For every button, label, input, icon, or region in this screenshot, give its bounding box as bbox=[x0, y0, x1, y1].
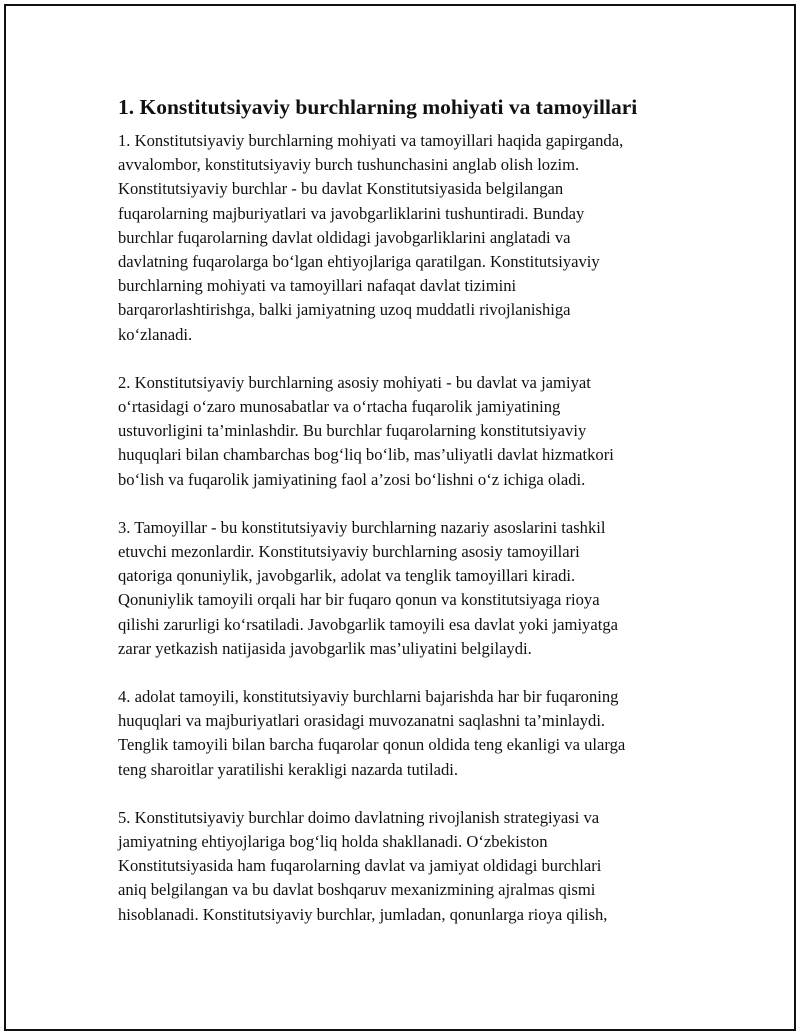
paragraph-line: qilishi zarurligi ko‘rsatiladi. Javobgarlik tamoyili esa davlat yoki jamiyatga bbox=[118, 614, 618, 634]
document-title: 1. Konstitutsiyaviy burchlarning mohiyati va tamoyillari bbox=[118, 95, 638, 119]
paragraph-line: qatoriga qonuniylik, javobgarlik, adolat va tenglik tamoyillari kiradi. bbox=[118, 566, 576, 586]
paragraph-line: o‘rtasidagi o‘zaro munosabatlar va o‘rtacha fuqarolik jamiyatining bbox=[118, 397, 561, 417]
paragraph-line: davlatning fuqarolarga bo‘lgan ehtiyojlariga qaratilgan. Konstitutsiyaviy bbox=[118, 252, 600, 272]
paragraph-line: bo‘lish va fuqarolik jamiyatining faol a’zosi bo‘lishni o‘z ichiga oladi. bbox=[118, 469, 586, 489]
paragraph-line: barqarorlashtirishga, balki jamiyatning uzoq muddatli rivojlanishiga bbox=[118, 300, 571, 320]
paragraph-line: Konstitutsiyaviy burchlar - bu davlat Konstitutsiyasida belgilangan bbox=[118, 179, 564, 199]
paragraph-line: burchlar fuqarolarning davlat oldidagi javobgarliklarini anglatadi va bbox=[118, 227, 571, 247]
document-body bbox=[118, 94, 698, 951]
paragraph-line: ustuvorligini ta’minlashdir. Bu burchlar fuqarolarning konstitutsiyaviy bbox=[118, 421, 587, 441]
paragraph-line: 5. Konstitutsiyaviy burchlar doimo davlatning rivojlanish strategiyasi va bbox=[118, 807, 600, 827]
paragraph-1 bbox=[118, 129, 698, 347]
paragraph-line: 1. Konstitutsiyaviy burchlarning mohiyati va tamoyillari haqida gapirganda, bbox=[118, 131, 624, 150]
paragraph-line: 2. Konstitutsiyaviy burchlarning asosiy mohiyati - bu davlat va jamiyat bbox=[118, 372, 591, 392]
paragraph-3 bbox=[118, 516, 698, 661]
paragraph-line: 3. Tamoyillar - bu konstitutsiyaviy burchlarning nazariy asoslarini tashkil bbox=[118, 517, 606, 537]
paragraph-line: aniq belgilangan va bu davlat boshqaruv mexanizmining ajralmas qismi bbox=[118, 880, 596, 900]
paragraph-line: jamiyatning ehtiyojlariga bog‘liq holda shakllanadi. O‘zbekiston bbox=[118, 832, 548, 852]
paragraph-2 bbox=[118, 371, 698, 492]
paragraph-line: huquqlari va majburiyatlari orasidagi muvozanatni saqlashni ta’minlaydi. bbox=[118, 711, 606, 731]
paragraph-line: etuvchi mezonlardir. Konstitutsiyaviy burchlarning asosiy tamoyillari bbox=[118, 542, 580, 562]
paragraph-line: ko‘zlanadi. bbox=[118, 324, 193, 344]
paragraph-line: burchlarning mohiyati va tamoyillari nafaqat davlat tizimini bbox=[118, 276, 517, 296]
paragraph-line: Tenglik tamoyili bilan barcha fuqarolar qonun oldida teng ekanligi va ularga bbox=[118, 735, 626, 755]
paragraph-line: Qonuniylik tamoyili orqali har bir fuqaro qonun va konstitutsiyaga rioya bbox=[118, 590, 600, 610]
paragraph-line: hisoblanadi. Konstitutsiyaviy burchlar, jumladan, qonunlarga rioya qilish, bbox=[118, 904, 608, 924]
paragraph-line: Konstitutsiyasida ham fuqarolarning davlat va jamiyat oldidagi burchlari bbox=[118, 856, 602, 876]
paragraph-line: 4. adolat tamoyili, konstitutsiyaviy burchlarni bajarishda har bir fuqaroning bbox=[118, 687, 619, 707]
paragraph-line: teng sharoitlar yaratilishi kerakligi nazarda tutiladi. bbox=[118, 759, 459, 779]
paragraph-line: zarar yetkazish natijasida javobgarlik mas’uliyatini belgilaydi. bbox=[118, 638, 532, 658]
paragraph-line: huquqlari bilan chambarchas bog‘liq bo‘lib, mas’uliyatli davlat hizmatkori bbox=[118, 445, 614, 465]
paragraph-line: avvalombor, konstitutsiyaviy burch tushunchasini anglab olish lozim. bbox=[118, 155, 580, 175]
paragraph-line: fuqarolarning majburiyatlari va javobgarliklarini tushuntiradi. Bunday bbox=[118, 203, 585, 223]
paragraph-5 bbox=[118, 806, 698, 927]
paragraph-4 bbox=[118, 685, 698, 782]
